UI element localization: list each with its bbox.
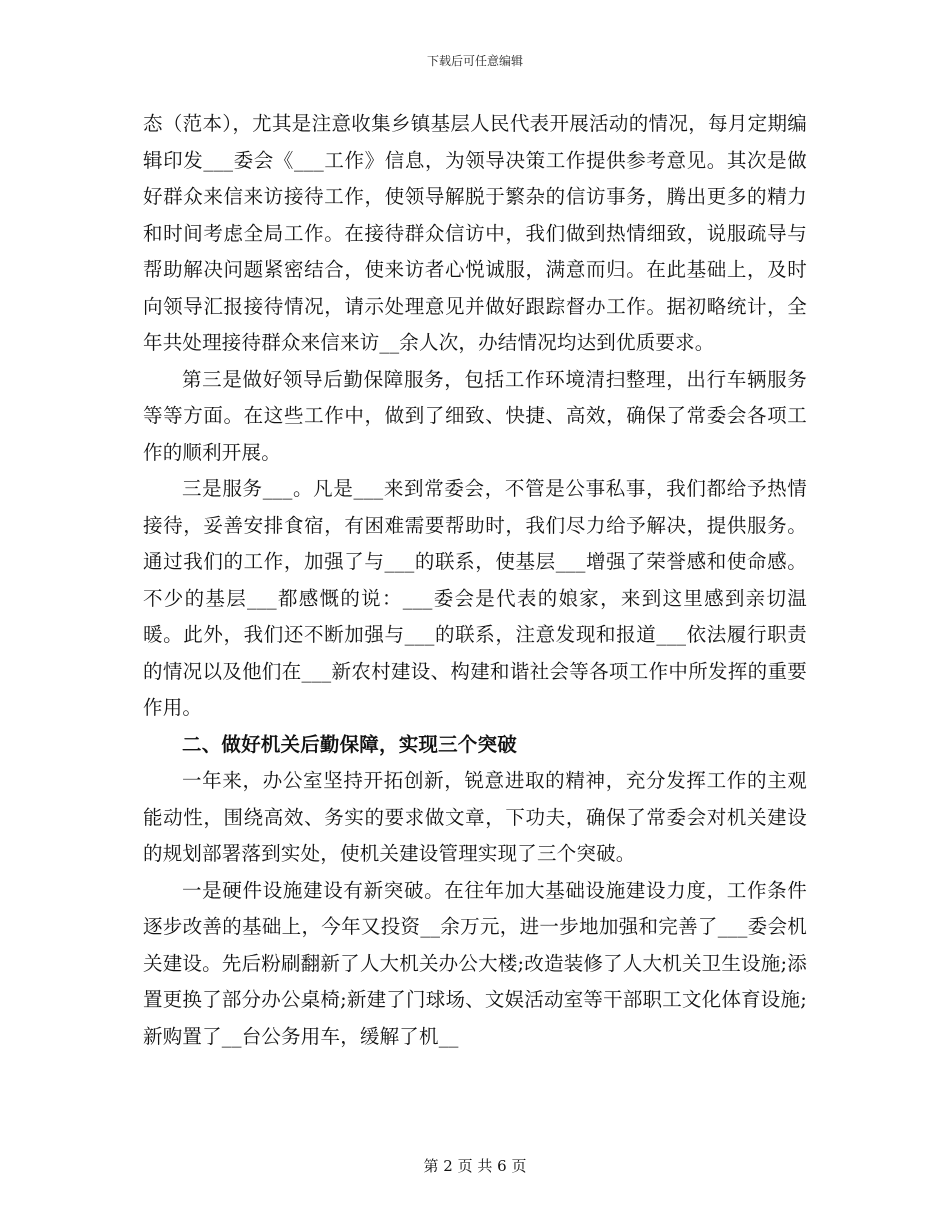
document-body	[143, 106, 807, 1055]
body-paragraph-continuation: 态（范本），尤其是注意收集乡镇基层人民代表开展活动的情况，每月定期编辑印发___委会《___工作》信息，为领导决策工作提供参考意见。其次是做好群众来信来访接待工作，使领导解脱于繁杂的信访事务，腾出更多的精力和时间考虑全局工作。在接待群众信访中，我们做到热情细致，说服疏导与帮助解决问题紧密结合，使来访者心悦诚服，满意而归。在此基础上，及时向领导汇报接待情况，请示处理意见并做好跟踪督办工作。据初略统计，全年共处理接待群众来信来访__余人次，办结情况均达到优质要求。	[143, 112, 807, 354]
page-header-note: 下载后可任意编辑	[426, 54, 523, 68]
page-number-footer: 第 2 页 共 6 页	[423, 1157, 527, 1175]
body-paragraph: 一是硬件设施建设有新突破。在往年加大基础设施建设力度，工作条件逐步改善的基础上，今年又投资__余万元，进一步地加强和完善了___委会机关建设。先后粉刷翻新了人大机关办公大楼;改造装修了人大机关卫生设施;添置更换了部分办公桌椅;新建了门球场、文娱活动室等干部职工文化体育设施;新购置了__台公务用车，缓解了机__	[143, 878, 807, 1048]
body-paragraph: 三是服务___。凡是___来到常委会，不管是公事私事，我们都给予热情接待，妥善安排食宿，有困难需要帮助时，我们尽力给予解决，提供服务。通过我们的工作，加强了与___的联系，使基层___增强了荣誉感和使命感。不少的基层___都感慨的说：___委会是代表的娘家，来到这里感到亲切温暖。此外，我们还不断加强与___的联系，注意发现和报道___依法履行职责的情况以及他们在___新农村建设、构建和谐社会等各项工作中所发挥的重要作用。	[143, 477, 807, 719]
section-heading: 二、做好机关后勤保障，实现三个突破	[182, 732, 517, 756]
body-paragraph: 第三是做好领导后勤保障服务，包括工作环境清扫整理，出行车辆服务等等方面。在这些工作中，做到了细致、快捷、高效，确保了常委会各项工作的顺利开展。	[143, 367, 807, 464]
body-paragraph: 一年来，办公室坚持开拓创新，锐意进取的精神，充分发挥工作的主观能动性，围绕高效、务实的要求做文章，下功夫，确保了常委会对机关建设的规划部署落到实处，使机关建设管理实现了三个突破。	[143, 769, 807, 865]
